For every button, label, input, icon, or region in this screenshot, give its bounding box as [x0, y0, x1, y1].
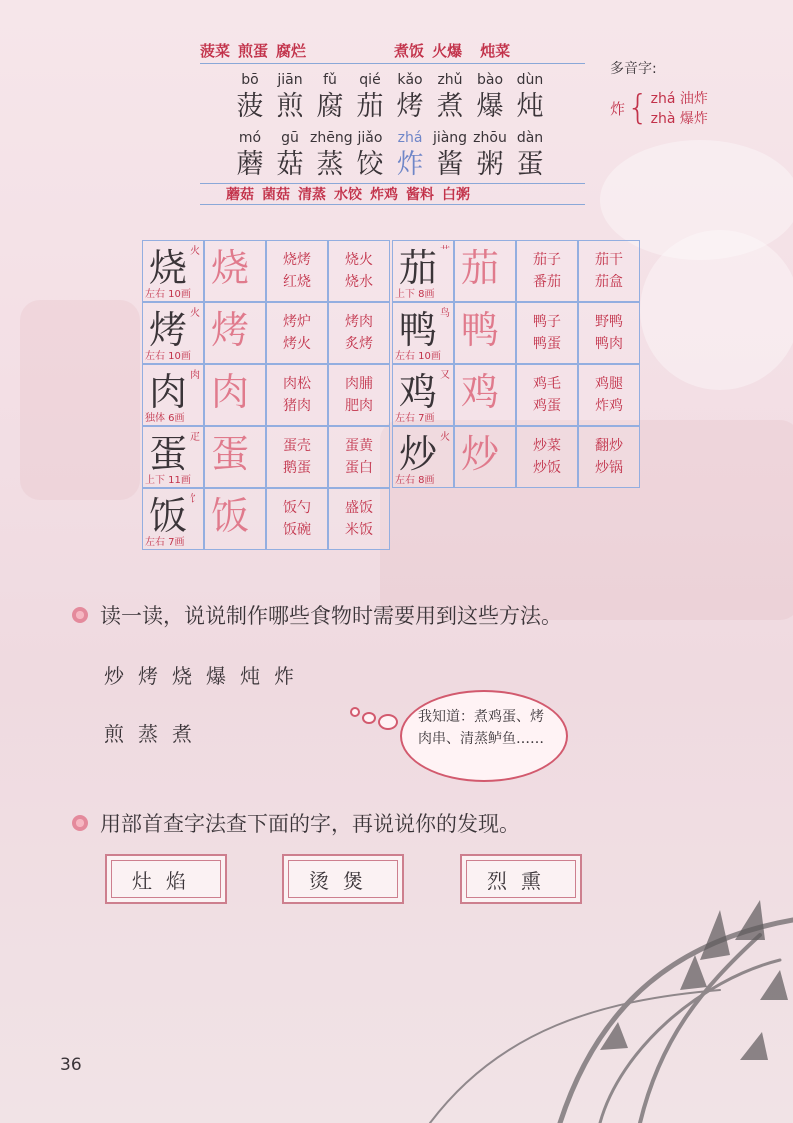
vocab-word: 煮饭: [394, 42, 425, 60]
radical: 火: [440, 432, 450, 443]
grid-char-cell: [142, 302, 204, 364]
radical: 火: [190, 246, 200, 257]
pinyin: jiān: [277, 72, 303, 88]
vocab-word: 白粥: [442, 187, 470, 203]
grid-trace-char: 茄: [461, 246, 500, 290]
vocab-row-bottom: [226, 184, 611, 204]
char-card: 烫煲: [282, 854, 404, 904]
hanzi: 蒸: [316, 149, 344, 180]
pinyin: gū: [281, 130, 299, 146]
hanzi: 饺: [356, 149, 384, 180]
pinyin: kǎo: [397, 72, 423, 88]
question-1: [72, 600, 562, 630]
grid-words-cell: 鸡腿 炸鸡: [578, 364, 640, 426]
hanzi: 腐: [316, 91, 344, 122]
vocab-word: 菠菜: [200, 42, 231, 60]
grid-words-cell: 野鸭 鸭肉: [578, 302, 640, 364]
grid-trace-cell: [454, 426, 516, 488]
bubble-dot: [350, 707, 360, 717]
grid-words-cell: 肉松 猪肉: [266, 364, 328, 426]
pinyin: zhēng: [310, 130, 353, 146]
radical: 艹: [440, 246, 450, 257]
bullet-icon: [72, 815, 88, 831]
pinyin: bō: [241, 72, 259, 88]
question-2: [72, 808, 520, 838]
grid-char: 鸡: [399, 370, 438, 414]
question-text: 读一读，说说制作哪些食物时需要用到这些方法。: [100, 604, 562, 628]
grid-trace-char: 肉: [211, 370, 250, 414]
grid-char: 蛋: [149, 432, 188, 476]
pinyin-row-2: [230, 130, 550, 182]
grid-words-cell: 鸡毛 鸡蛋: [516, 364, 578, 426]
grid-words-cell: 茄子 番茄: [516, 240, 578, 302]
grid-char: 烤: [149, 308, 188, 352]
vocab-word: 清蒸: [298, 187, 326, 203]
grid-char-cell: [142, 240, 204, 302]
grid-words-cell: 饭勺 饭碗: [266, 488, 328, 550]
hanzi: 煮: [436, 91, 464, 122]
grid-char: 炒: [399, 432, 438, 476]
grid-char-cell: [392, 426, 454, 488]
hanzi: 煎: [276, 91, 304, 122]
grid-char: 肉: [149, 370, 188, 414]
divider-line: [200, 204, 585, 205]
vocab-word: 炖菜: [480, 42, 511, 60]
cooking-methods-line-2: 煎蒸煮: [104, 722, 206, 746]
hanzi: 菇: [276, 149, 304, 180]
polyphone-reading: zhá 油炸: [650, 91, 708, 107]
grid-trace-char: 蛋: [211, 432, 250, 476]
stroke-info: 上下 8画: [395, 289, 435, 300]
bullet-icon: [72, 607, 88, 623]
grid-words-cell: 蛋黄 蛋白: [328, 426, 390, 488]
radical: 疋: [190, 432, 200, 443]
pinyin: bào: [476, 72, 504, 88]
vocab-word: 酱料: [406, 187, 434, 203]
grid-trace-cell: [454, 240, 516, 302]
polyphone-char: 炸: [610, 99, 626, 118]
hanzi: 蘑: [236, 149, 264, 180]
pinyin: dàn: [516, 130, 544, 146]
grid-trace-char: 鸭: [461, 308, 500, 352]
grid-trace-cell: [204, 364, 266, 426]
grid-words-cell: 蛋壳 鹅蛋: [266, 426, 328, 488]
stroke-info: 左右 7画: [395, 413, 435, 424]
grid-words-cell: 烤炉 烤火: [266, 302, 328, 364]
vocab-word: 煎蛋: [238, 42, 269, 60]
grid-char: 烧: [149, 246, 188, 290]
hanzi: 烤: [396, 91, 424, 122]
grid-char: 饭: [149, 494, 188, 538]
stroke-info: 左右 10画: [395, 351, 441, 362]
divider-line: [200, 63, 585, 64]
grid-trace-cell: [454, 364, 516, 426]
pinyin: mó: [238, 130, 262, 146]
grid-trace-cell: [454, 302, 516, 364]
pinyin: zhōu: [473, 130, 507, 146]
pinyin: zhá: [397, 130, 423, 146]
question-text: 用部首查字法查下面的字，再说说你的发现。: [100, 812, 520, 836]
grid-trace-char: 鸡: [461, 370, 500, 414]
grid-trace-char: 烤: [211, 308, 250, 352]
grid-char-cell: [142, 488, 204, 550]
radical: 火: [190, 308, 200, 319]
grid-char: 茄: [399, 246, 438, 290]
grid-words-cell: 翻炒 炒锅: [578, 426, 640, 488]
pinyin: fǔ: [323, 72, 337, 88]
stroke-info: 左右 8画: [395, 475, 435, 486]
pinyin: qié: [359, 72, 381, 88]
grid-trace-cell: [204, 488, 266, 550]
grid-words-cell: 盛饭 米饭: [328, 488, 390, 550]
hanzi: 炸: [396, 149, 424, 180]
radical: 又: [440, 370, 450, 381]
grid-trace-cell: [204, 426, 266, 488]
radical: 肉: [190, 370, 200, 381]
grid-words-cell: 烤肉 炙烤: [328, 302, 390, 364]
hanzi: 爆: [476, 91, 504, 122]
polyphone-note: [610, 58, 740, 128]
vocab-row-top: [200, 40, 585, 61]
grid-words-cell: 鸭子 鸭蛋: [516, 302, 578, 364]
grid-words-cell: 炒菜 炒饭: [516, 426, 578, 488]
speech-bubble: 我知道：煮鸡蛋、烤肉串、清蒸鲈鱼……: [400, 690, 568, 782]
pinyin: zhǔ: [437, 72, 463, 88]
radical: 鸟: [440, 308, 450, 319]
stroke-info: 独体 6画: [145, 413, 185, 424]
grid-words-cell: 肉脯 肥肉: [328, 364, 390, 426]
vocab-word: 腐烂: [276, 42, 307, 60]
hanzi: 粥: [476, 149, 504, 180]
grid-trace-char: 炒: [461, 432, 500, 476]
stroke-info: 左右 7画: [145, 537, 185, 548]
pinyin-row-1: [230, 72, 550, 124]
vocab-word: 火爆: [432, 42, 463, 60]
grid-words-cell: 烧烤 红烧: [266, 240, 328, 302]
grid-char-cell: [392, 364, 454, 426]
brace-icon: {: [627, 88, 649, 128]
grid-char-cell: [392, 302, 454, 364]
polyphone-reading: zhà 爆炸: [650, 111, 708, 127]
pinyin: dùn: [516, 72, 544, 88]
grid-char-cell: [392, 240, 454, 302]
cloud-decoration: [640, 230, 793, 390]
hanzi: 茄: [356, 91, 384, 122]
grid-trace-char: 烧: [211, 246, 250, 290]
vocab-word: 水饺: [334, 187, 362, 203]
polyphone-title: 多音字:: [610, 61, 657, 77]
vocab-word: 蘑菇: [226, 187, 254, 203]
grid-words-cell: 烧火 烧水: [328, 240, 390, 302]
grid-words-cell: 茄干 茄盒: [578, 240, 640, 302]
radical: 饣: [190, 494, 200, 505]
stroke-info: 左右 10画: [145, 289, 191, 300]
stroke-info: 上下 11画: [145, 475, 191, 486]
char-card: 烈熏: [460, 854, 582, 904]
hanzi: 酱: [436, 149, 464, 180]
character-grid: [142, 240, 641, 552]
grid-char-cell: [142, 364, 204, 426]
grid-trace-char: 饭: [211, 494, 250, 538]
vocab-word: 菌菇: [262, 187, 290, 203]
char-card: 灶焰: [105, 854, 227, 904]
grid-char-cell: [142, 426, 204, 488]
background-tint: [20, 300, 140, 500]
hanzi: 蛋: [516, 149, 544, 180]
page-number: 36: [60, 1055, 82, 1075]
vocab-word: 炸鸡: [370, 187, 398, 203]
grid-trace-cell: [204, 302, 266, 364]
pinyin: jiàng: [432, 130, 468, 146]
cooking-methods-line-1: 炒烤烧爆炖炸: [104, 664, 308, 688]
grid-trace-cell: [204, 240, 266, 302]
pinyin: jiǎo: [357, 130, 383, 146]
hanzi: 菠: [236, 91, 264, 122]
bubble-dot: [362, 712, 376, 724]
hanzi: 炖: [516, 91, 544, 122]
grid-char: 鸭: [399, 308, 438, 352]
bubble-dot: [378, 714, 398, 730]
stroke-info: 左右 10画: [145, 351, 191, 362]
